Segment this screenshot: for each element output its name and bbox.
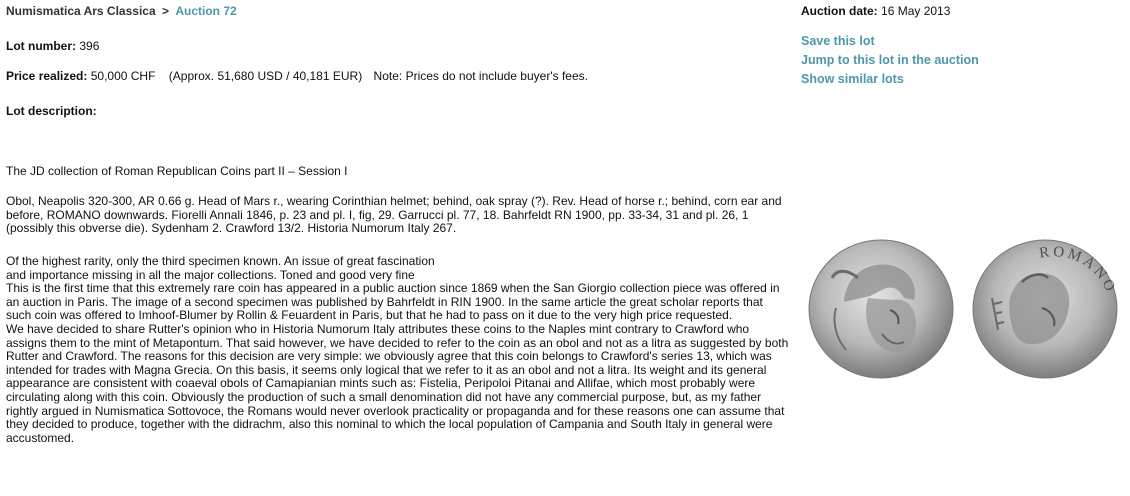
lot-description-label: Lot description: [6, 104, 97, 118]
history-paragraph: This is the first time that this extremely rare coin has appeared in a public auction since 1869 when the San Giorgio collection piece was offered in an auction in Paris. The image of a second specimen was published by Bahrfeldt in RIN 1900. In the same article the great scholar reports that such coin was offered to Imhoof-Blumer by Rollin & Feuardent in Paris, but that he had to pass on it due to the very high price requested. [6, 281, 780, 323]
rarity-line-1: Of the highest rarity, only the third specimen known. An issue of great fascination [6, 254, 435, 268]
breadcrumb-separator: > [161, 4, 169, 18]
breadcrumb [6, 4, 237, 18]
price-approx: (Approx. 51,680 USD / 40,181 EUR) [168, 69, 363, 83]
coin-reverse-image [970, 238, 1120, 380]
lot-description [6, 165, 791, 179]
commentary-block [6, 255, 791, 445]
save-lot-link[interactable]: Save this lot [801, 34, 875, 48]
price-label: Price realized: [6, 69, 88, 83]
auction-house-name: Numismatica Ars Classica [6, 4, 156, 18]
price-value: 50,000 CHF [90, 69, 156, 83]
lot-number-label: Lot number: [6, 39, 76, 53]
coin-image[interactable] [806, 238, 1126, 380]
attribution-paragraph: We have decided to share Rutter's opinion who in Historia Numorum Italy attributes these coins to the Naples mint contrary to Crawford who assigns them to the mint of Metapontum. That said however, we have decided to refer to the coin as an obol and not as a litra as suggested by both Rutter and Crawford. The reasons for this decision are very simple: we obviously agree that this coin belongs to Crawford's series 13, which was intended for trades with Magna Grecia. On this basis, it seems only logical that we refer to it as an obol and not a litra. Its weight and its general appearance are consistent with coaeval obols of Camapianian mints such as: Fistelia, Peripoloi Pitanai and Allifae, which most probably were circulating along with this coin. Obviously the production of such a small denomination did not have any commercial purpose, but, as my father rightly argued in Numismatica Sottovoce, the Romans would never overlook practicality or propaganda and for these reasons one can assume that they decided to produce, together with the didrachm, also this nominal to which the local population of Campania and South Italy in general were accustomed. [6, 321, 789, 445]
lot-number [6, 39, 99, 53]
auction-date-label: Auction date: [801, 4, 878, 18]
coin-obverse-image [806, 238, 956, 380]
lot-actions [801, 32, 979, 89]
lot-number-value: 396 [79, 39, 100, 53]
show-similar-lots-link[interactable]: Show similar lots [801, 72, 904, 86]
fees-note: Note: Prices do not include buyer's fees. [373, 69, 588, 83]
catalog-entry-block [6, 195, 791, 236]
auction-date-value: 16 May 2013 [881, 4, 951, 18]
coin-legend: ROMANO [1038, 243, 1119, 297]
jump-to-lot-link[interactable]: Jump to this lot in the auction [801, 53, 979, 67]
auction-date [801, 4, 950, 18]
collection-title: The JD collection of Roman Republican Coins part II – Session I [6, 164, 348, 178]
price-realized [6, 69, 588, 83]
catalog-entry: Obol, Neapolis 320-300, AR 0.66 g. Head of Mars r., wearing Corinthian helmet; behind, oak spray (?). Rev. Head of horse r.; behind, corn ear and before, ROMANO downwards. Fiorelli Annali 1846, p. 23 and pl. I, fig, 29. Garrucci pl. 77, 18. Bahrfeldt RN 1900, pp. 33-34, 31 and pl. 26, 1 (possibly this obverse die). Sydenham 2. Crawford 13/2. Historia Numorum Italy 267. [6, 194, 782, 236]
auction-link[interactable]: Auction 72 [175, 4, 237, 18]
rarity-line-2: and importance missing in all the major collections. Toned and good very fine [6, 267, 415, 282]
